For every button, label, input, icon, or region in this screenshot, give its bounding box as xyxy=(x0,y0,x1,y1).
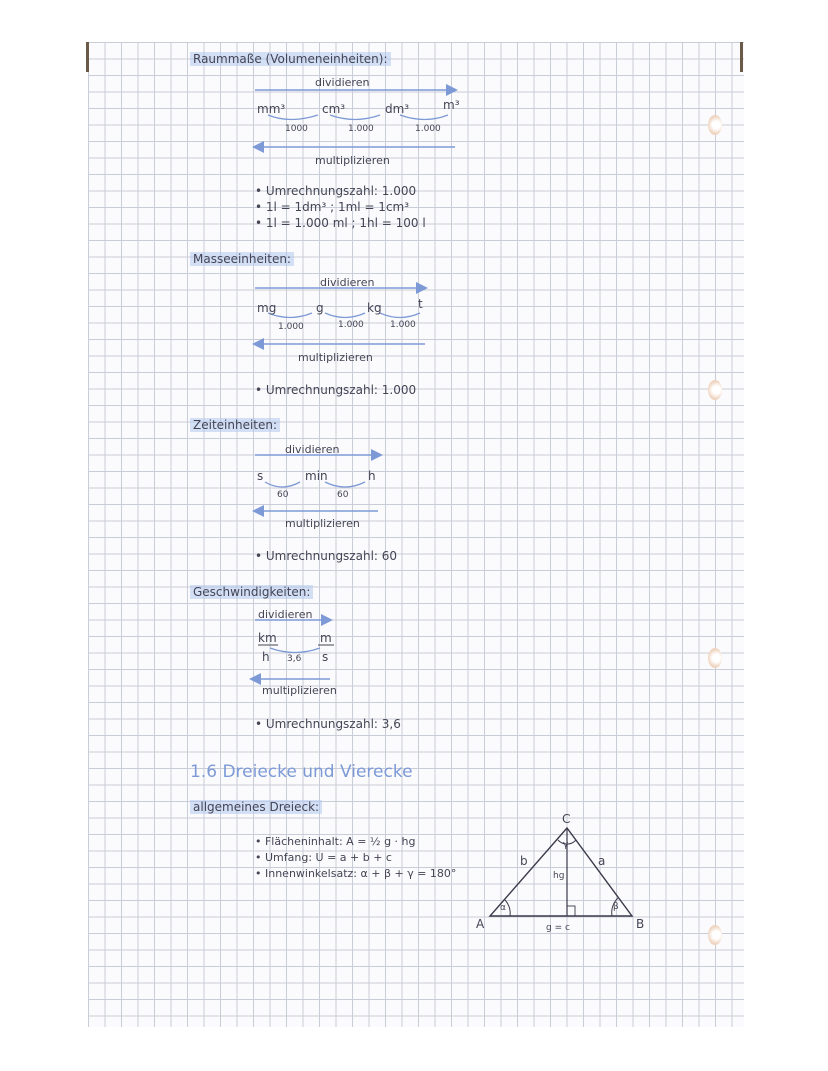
mass-note: • Umrechnungszahl: 1.000 xyxy=(255,383,417,397)
conversion-bow xyxy=(270,648,320,653)
time-divide-label: dividieren xyxy=(285,443,340,456)
speed-multiply-label: multiplizieren xyxy=(262,684,337,697)
volume-note: • 1l = 1.000 ml ; 1hl = 100 l xyxy=(255,216,426,230)
factor-label: 1.000 xyxy=(348,124,374,134)
unit-label: m³ xyxy=(443,98,460,112)
vertex-a-label: A xyxy=(476,917,485,931)
conversion-bow xyxy=(380,313,420,318)
mass-divide-label: dividieren xyxy=(320,276,375,289)
unit-label: mg xyxy=(257,301,277,315)
volume-heading: Raummaße (Volumeneinheiten): xyxy=(190,52,391,66)
volume-multiply-label: multiplizieren xyxy=(315,154,390,167)
unit-label: t xyxy=(418,297,423,311)
factor-label: 60 xyxy=(277,490,289,500)
unit-h: h xyxy=(262,650,270,664)
volume-note: • 1l = 1dm³ ; 1ml = 1cm³ xyxy=(255,200,410,214)
conversion-bow xyxy=(325,313,365,318)
time-note: • Umrechnungszahl: 60 xyxy=(255,549,398,563)
factor-label: 1.000 xyxy=(338,320,364,330)
unit-km: km xyxy=(258,631,277,645)
section-title: 1.6 Dreiecke und Vierecke xyxy=(190,762,413,782)
conversion-bow xyxy=(265,482,300,487)
speed-note: • Umrechnungszahl: 3,6 xyxy=(255,717,401,731)
time-heading: Zeiteinheiten: xyxy=(190,418,280,432)
unit-label: s xyxy=(257,469,264,483)
unit-label: cm³ xyxy=(322,102,346,116)
vertex-b-label: B xyxy=(636,917,645,931)
time-multiply-label: multiplizieren xyxy=(285,517,360,530)
triangle-subheading: allgemeines Dreieck: xyxy=(190,800,322,814)
mass-heading: Masseeinheiten: xyxy=(190,252,294,266)
volume-note: • Umrechnungszahl: 1.000 xyxy=(255,184,417,198)
unit-m: m xyxy=(320,631,332,645)
unit-label: h xyxy=(368,469,376,483)
unit-s: s xyxy=(322,650,329,664)
unit-label: g xyxy=(316,301,324,315)
factor-label: 1000 xyxy=(285,124,308,134)
formula-angle-sum: • Innenwinkelsatz: α + β + γ = 180° xyxy=(255,867,457,880)
alpha-label: α xyxy=(500,903,506,913)
side-a-label: a xyxy=(598,854,606,868)
factor-label: 1.000 xyxy=(415,124,441,134)
formula-perimeter: • Umfang: U = a + b + c xyxy=(255,851,392,864)
height-label: hg xyxy=(553,871,565,881)
factor-label: 60 xyxy=(337,490,349,500)
base-label: g = c xyxy=(546,923,570,933)
beta-label: β xyxy=(613,902,619,912)
speed-heading: Geschwindigkeiten: xyxy=(190,585,313,599)
unit-label: dm³ xyxy=(385,102,410,116)
volume-divide-label: dividieren xyxy=(315,76,370,89)
speed-divide-label: dividieren xyxy=(258,608,313,621)
unit-label: min xyxy=(305,469,328,483)
unit-label: mm³ xyxy=(257,102,286,116)
factor-label: 1.000 xyxy=(390,320,416,330)
vertex-c-label: C xyxy=(562,812,571,826)
gamma-label: γ xyxy=(563,840,569,850)
side-b-label: b xyxy=(520,854,528,868)
factor-label: 3,6 xyxy=(287,654,302,664)
unit-label: kg xyxy=(367,301,382,315)
conversion-bow xyxy=(325,482,365,487)
factor-label: 1.000 xyxy=(278,322,304,332)
mass-multiply-label: multiplizieren xyxy=(298,351,373,364)
formula-area: • Flächeninhalt: A = ½ g · hg xyxy=(255,835,416,848)
right-angle-mark xyxy=(567,906,575,916)
